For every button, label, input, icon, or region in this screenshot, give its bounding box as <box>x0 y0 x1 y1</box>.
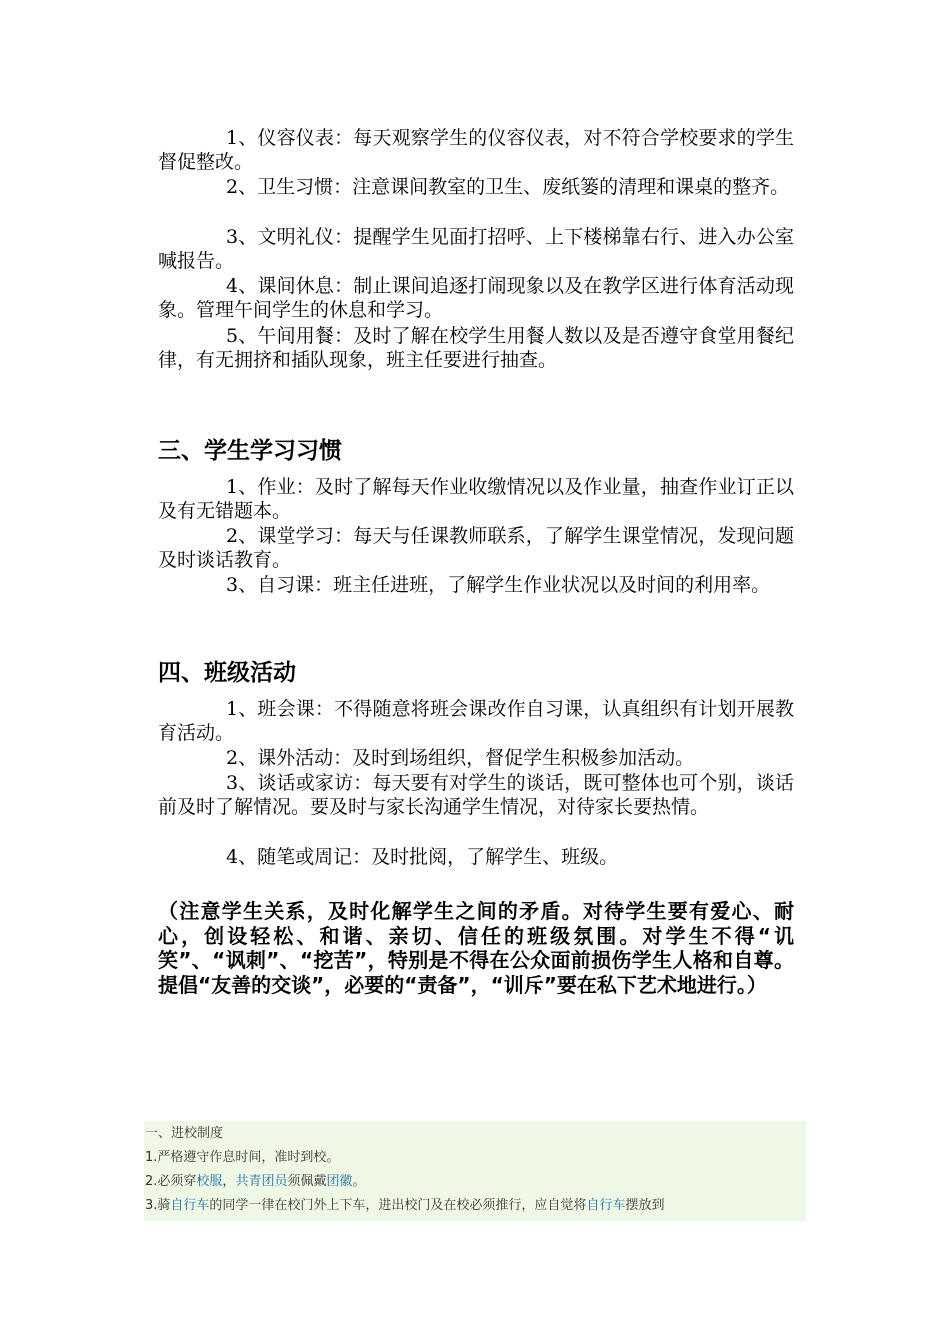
line3-prefix: 3.骑 <box>145 1198 171 1213</box>
section4-heading: 四、班级活动 <box>158 660 296 686</box>
web-excerpt-line-3 <box>145 1194 664 1218</box>
link-school-uniform[interactable]: 校服 <box>196 1174 223 1189</box>
web-excerpt-title: 一、进校制度 <box>145 1126 224 1141</box>
web-excerpt-line-2 <box>145 1170 366 1194</box>
section4-item-2: 2、课外活动：及时到场组织，督促学生积极参加活动。 <box>226 747 695 769</box>
section3-item-1: 1、作业：及时了解每天作业收缴情况以及作业量，抽查作业订正以及有无错题本。 <box>158 476 794 522</box>
link-league-badge[interactable]: 团徽 <box>326 1174 353 1189</box>
line2-middle: 须佩戴 <box>287 1174 327 1189</box>
line2-separator: ， <box>222 1174 236 1189</box>
section4-item-4: 4、随笔或周记：及时批阅，了解学生、班级。 <box>226 846 619 868</box>
section3-heading: 三、学生学习习惯 <box>158 438 342 464</box>
link-league-member[interactable]: 共青团员 <box>235 1174 288 1189</box>
web-excerpt-line-1: 1.严格遵守作息时间，准时到校。 <box>145 1150 340 1165</box>
section2-item-5: 5、午间用餐：及时了解在校学生用餐人数以及是否遵守食堂用餐纪律，有无拥挤和插队现象，班主任要进行抽查。 <box>158 325 794 371</box>
section3-item-2: 2、课堂学习：每天与任课教师联系，了解学生课堂情况，发现问题及时谈话教育。 <box>158 525 794 571</box>
section4-item-3: 3、谈话或家访：每天要有对学生的谈话，既可整体也可个别，谈话前及时了解情况。要及时与家长沟通学生情况，对待家长要热情。 <box>158 772 794 818</box>
teacher-note: （注意学生关系，及时化解学生之间的矛盾。对待学生要有爱心、耐心，创设轻松、和谐、亲切、信任的班级氛围。对学生不得“讥笑”、“讽刺”、“挖苦”，特别是不得在公众面前损伤学生人格和自尊。提倡“友善的交谈”，必要的“责备”，“训斥”要在私下艺术地进行。） <box>158 899 794 997</box>
link-bicycle-1[interactable]: 自行车 <box>170 1198 210 1213</box>
line2-suffix: 。 <box>352 1174 366 1189</box>
link-bicycle-2[interactable]: 自行车 <box>586 1198 626 1213</box>
section4-item-1: 1、班会课：不得随意将班会课改作自习课，认真组织有计划开展教育活动。 <box>158 698 794 744</box>
section3-item-3: 3、自习课：班主任进班，了解学生作业状况以及时间的利用率。 <box>226 574 771 596</box>
web-excerpt <box>144 1121 806 1221</box>
section2-item-3: 3、文明礼仪：提醒学生见面打招呼、上下楼梯靠右行、进入办公室喊报告。 <box>158 226 794 272</box>
section2-item-4: 4、课间休息：制止课间追逐打闹现象以及在教学区进行体育活动现象。管理午间学生的休息和学习。 <box>158 275 794 321</box>
section2-item-1: 1、仪容仪表：每天观察学生的仪容仪表，对不符合学校要求的学生督促整改。 <box>158 127 794 173</box>
line3-middle: 的同学一律在校门外上下车，进出校门及在校必须推行，应自觉将 <box>209 1198 587 1213</box>
line3-suffix: 摆放到 <box>625 1198 665 1213</box>
section2-item-2: 2、卫生习惯：注意课间教室的卫生、废纸篓的清理和课桌的整齐。 <box>226 176 790 198</box>
line2-prefix: 2.必须穿 <box>145 1174 197 1189</box>
